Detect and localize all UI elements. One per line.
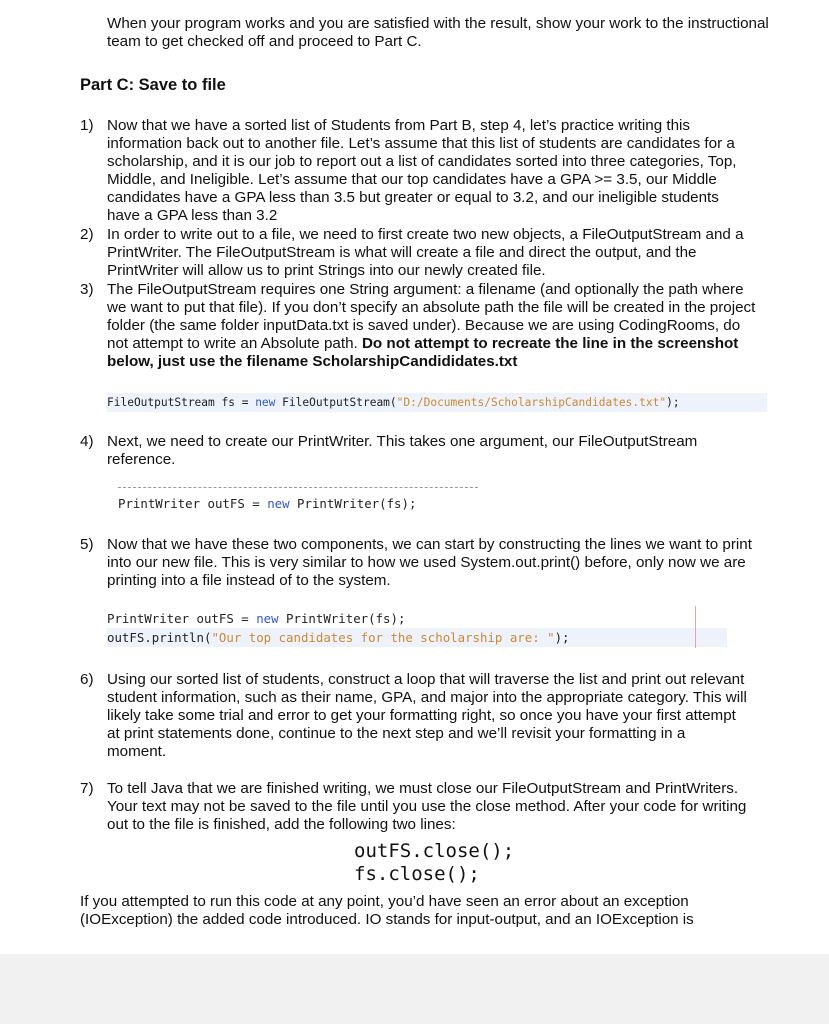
step-2-text: In order to write out to a file, we need to first create two new objects, a FileOutputStream and a PrintWriter. The FileOutputStream is what will create a file and direct the output, and the PrintWriter will allow us to print Strings into our newly created file. [107, 226, 744, 279]
editor-margin-line [695, 606, 696, 648]
step-4-text: Next, we need to create our PrintWriter. This takes one argument, our FileOutputStream reference. [107, 433, 698, 468]
code-keyword: new [255, 396, 276, 409]
section-heading: Part C: Save to file [80, 76, 226, 94]
step-5-text: Now that we have these two components, we can start by constructing the lines we want to print into our new file. This is very similar to how we used System.out.print() before, only now we are printing into a file instead of to the system. [107, 536, 752, 589]
step-7-text: To tell Java that we are finished writing, we must close our FileOutputStream and PrintWriters. Your text may not be saved to the file until you use the close method. After your code for writing out to the file is finished, add the following two lines: [107, 780, 747, 833]
code-snippet-fileoutputstream [107, 393, 767, 412]
step-number: 2) [80, 226, 94, 243]
step-3-plain: The FileOutputStream requires one String argument: a filename (and optionally the path where we want to put that file). If you don’t specify an absolute path the file will be created in the project folder (the same folder inputData.txt is saved under). Because we are using CodingRooms, do not attempt to write an Absolute path. [107, 281, 756, 352]
code-snippet-println [107, 628, 727, 647]
code-divider [118, 487, 478, 489]
code-text: FileOutputStream( [275, 396, 397, 409]
code-close-fs: fs.close(); [354, 863, 480, 885]
step-1-text: Now that we have a sorted list of Students from Part B, step 4, let’s practice writing this information back out to another file. Let’s assume that this list of students are candidates for a scholarship, and it is our job to report out a list of candidates sorted into three categories, Top, Middle, and Ineligible. Let’s assume that our top candidates have a GPA >= 3.5, our Middle candidates have a GPA less than 3.5 but greater or equal to 3.2, and our ineligible students have a GPA less than 3.2 [107, 117, 737, 224]
step-number: 4) [80, 433, 94, 450]
step-number: 5) [80, 536, 94, 553]
closing-paragraph: If you attempted to run this code at any point, you’d have seen an error about an exception (IOException) the added code introduced. IO stands for input-output, and an IOException is [80, 893, 694, 928]
code-string: "D:/Documents/ScholarshipCandidates.txt" [396, 396, 667, 409]
code-text: FileOutputStream fs = [107, 396, 256, 409]
code-text: PrintWriter outFS = [118, 496, 268, 511]
code-text: ); [554, 630, 570, 645]
code-close-outfs: outFS.close(); [354, 840, 515, 862]
code-keyword: new [256, 611, 279, 626]
code-snippet-printwriter [118, 494, 518, 513]
step-number: 3) [80, 281, 94, 298]
step-3-text [107, 281, 757, 371]
step-6-text: Using our sorted list of students, construct a loop that will traverse the list and print out relevant student information, such as their name, GPA, and major into the appropriate category. This will likely take some trial and error to get your formatting right, so once you have your first attempt at print statements done, continue to the next step and we’ll revisit your formatting in a moment. [107, 671, 747, 760]
code-text: ); [666, 396, 680, 409]
step-number: 6) [80, 671, 94, 688]
page-footer-band [0, 954, 829, 1024]
code-snippet-printwriter-2 [107, 609, 707, 628]
step-number: 1) [80, 117, 94, 134]
step-3-bold: Do not attempt to recreate the line in the screenshot below, just use the filename ScholarshipCandididates.txt [107, 335, 739, 370]
code-text: PrintWriter(fs); [278, 611, 406, 626]
code-text: PrintWriter(fs); [289, 496, 417, 511]
step-number: 7) [80, 780, 94, 797]
code-text: outFS.println( [107, 630, 212, 645]
code-string: "Our top candidates for the scholarship are: " [211, 630, 555, 645]
code-text: PrintWriter outFS = [107, 611, 257, 626]
code-keyword: new [267, 496, 290, 511]
intro-paragraph: When your program works and you are satisfied with the result, show your work to the instructional team to get checked off and proceed to Part C. [107, 15, 769, 50]
